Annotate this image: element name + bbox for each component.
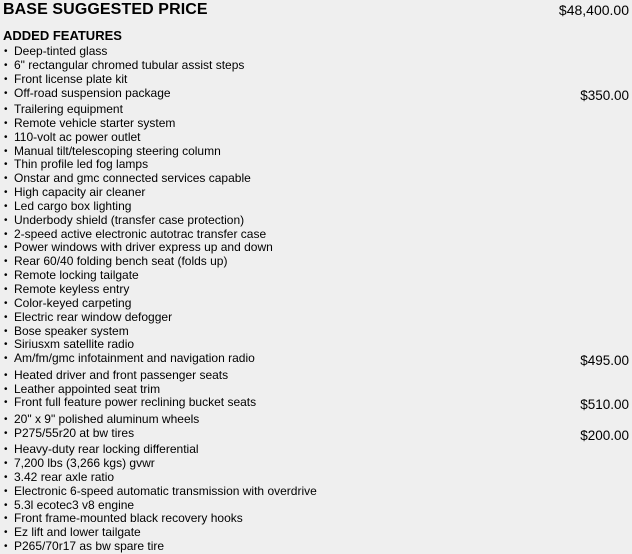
bullet-icon: • (4, 87, 8, 99)
feature-item (0, 512, 632, 526)
feature-label: P275/55r20 at bw tires (14, 425, 135, 440)
feature-label: Deep-tinted glass (14, 44, 108, 58)
feature-label: Electric rear window defogger (14, 309, 173, 324)
feature-label: 6" rectangular chromed tubular assist steps (14, 57, 245, 72)
feature-item (0, 45, 632, 59)
feature-item (0, 241, 632, 255)
feature-item (0, 283, 632, 297)
feature-label: Siriusxm satellite radio (14, 337, 135, 352)
feature-item (0, 172, 632, 186)
feature-item (0, 443, 632, 457)
bullet-icon: • (4, 200, 8, 212)
feature-item (0, 200, 632, 214)
feature-price: $200.00 (580, 427, 629, 443)
feature-label: Led cargo box lighting (14, 198, 132, 213)
bullet-icon: • (4, 46, 8, 57)
bullet-icon: • (4, 104, 8, 116)
feature-price: $510.00 (580, 397, 629, 413)
bullet-icon: • (4, 485, 8, 497)
bullet-icon: • (4, 270, 8, 282)
base-price-row (0, 0, 632, 22)
bullet-icon: • (4, 383, 8, 395)
feature-price: $495.00 (580, 353, 629, 369)
feature-label: 3.42 rear axle ratio (14, 469, 115, 484)
feature-label: Manual tilt/telescoping steering column (14, 143, 221, 158)
feature-label: Heated driver and front passenger seats (14, 367, 229, 382)
bullet-icon: • (4, 228, 8, 240)
feature-item (0, 540, 632, 554)
bullet-icon: • (4, 527, 8, 539)
feature-item (0, 117, 632, 131)
feature-item (0, 145, 632, 159)
feature-label: Off-road suspension package (14, 85, 171, 100)
feature-label: Remote locking tailgate (14, 268, 139, 283)
feature-item (0, 158, 632, 172)
bullet-icon: • (4, 427, 8, 439)
bullet-icon: • (4, 311, 8, 323)
feature-label: Onstar and gmc connected services capable (14, 171, 251, 186)
bullet-icon: • (4, 117, 8, 129)
bullet-icon: • (4, 541, 8, 553)
bullet-icon: • (4, 145, 8, 157)
bullet-icon: • (4, 353, 8, 365)
bullet-icon: • (4, 214, 8, 226)
feature-item (0, 396, 632, 413)
feature-label: 110-volt ac power outlet (14, 129, 141, 144)
feature-price: $350.00 (580, 87, 629, 103)
feature-label: Front frame-mounted black recovery hooks (14, 511, 243, 526)
feature-item (0, 499, 632, 513)
feature-label: Rear 60/40 folding bench seat (folds up) (14, 254, 228, 269)
feature-item (0, 338, 632, 352)
feature-item (0, 369, 632, 383)
feature-item (0, 87, 632, 104)
bullet-icon: • (4, 173, 8, 185)
bullet-icon: • (4, 339, 8, 351)
feature-item (0, 186, 632, 200)
feature-label: Power windows with driver express up and down (14, 240, 273, 255)
bullet-icon: • (4, 131, 8, 143)
bullet-icon: • (4, 325, 8, 337)
feature-label: Underbody shield (transfer case protection) (14, 212, 245, 227)
feature-item (0, 103, 632, 117)
feature-item (0, 427, 632, 444)
feature-label: Trailering equipment (14, 102, 123, 117)
feature-item (0, 311, 632, 325)
bullet-icon: • (4, 444, 8, 456)
bullet-icon: • (4, 187, 8, 199)
feature-item (0, 214, 632, 228)
feature-label: 20" x 9" polished aluminum wheels (14, 411, 200, 426)
feature-item (0, 383, 632, 397)
feature-label: Remote vehicle starter system (14, 115, 176, 130)
bullet-icon: • (4, 369, 8, 381)
feature-label: P265/70r17 as bw spare tire (14, 539, 165, 554)
feature-item (0, 457, 632, 471)
base-price-value: $48,400.00 (558, 2, 629, 18)
bullet-icon: • (4, 471, 8, 483)
feature-label: Am/fm/gmc infotainment and navigation radio (14, 351, 255, 366)
feature-item (0, 228, 632, 242)
bullet-icon: • (4, 499, 8, 511)
bullet-icon: • (4, 513, 8, 525)
feature-label: Front license plate kit (14, 71, 128, 86)
feature-item (0, 352, 632, 369)
bullet-icon: • (4, 397, 8, 409)
bullet-icon: • (4, 73, 8, 85)
feature-label: Leather appointed seat trim (14, 381, 161, 396)
base-price-label: BASE SUGGESTED PRICE (3, 1, 208, 18)
feature-item (0, 297, 632, 311)
feature-item (0, 325, 632, 339)
bullet-icon: • (4, 59, 8, 71)
feature-item (0, 471, 632, 485)
bullet-icon: • (4, 159, 8, 171)
feature-label: Front full feature power reclining bucket seats (14, 395, 257, 410)
feature-label: Remote keyless entry (14, 282, 130, 296)
feature-label: Heavy-duty rear locking differential (14, 442, 199, 457)
feature-item (0, 269, 632, 283)
bullet-icon: • (4, 413, 8, 425)
feature-label: 5.3l ecotec3 v8 engine (14, 497, 135, 512)
added-features-title: ADDED FEATURES (3, 28, 122, 43)
feature-label: Thin profile led fog lamps (14, 157, 149, 172)
bullet-icon: • (4, 284, 8, 295)
feature-label: Bose speaker system (14, 323, 129, 338)
feature-list (0, 45, 632, 554)
bullet-icon: • (4, 458, 8, 470)
feature-label: High capacity air cleaner (14, 185, 146, 200)
bullet-icon: • (4, 297, 8, 309)
feature-item (0, 73, 632, 87)
feature-item (0, 485, 632, 499)
feature-item (0, 526, 632, 540)
feature-label: 7,200 lbs (3,266 kgs) gvwr (14, 456, 155, 471)
feature-item (0, 255, 632, 269)
feature-label: Color-keyed carpeting (14, 295, 132, 310)
feature-item (0, 131, 632, 145)
bullet-icon: • (4, 242, 8, 254)
feature-item (0, 413, 632, 427)
feature-item (0, 59, 632, 73)
feature-label: Electronic 6-speed automatic transmission with overdrive (14, 483, 317, 498)
feature-label: Ez lift and lower tailgate (14, 525, 141, 540)
feature-label: 2-speed active electronic autotrac transfer case (14, 226, 267, 241)
bullet-icon: • (4, 256, 8, 268)
